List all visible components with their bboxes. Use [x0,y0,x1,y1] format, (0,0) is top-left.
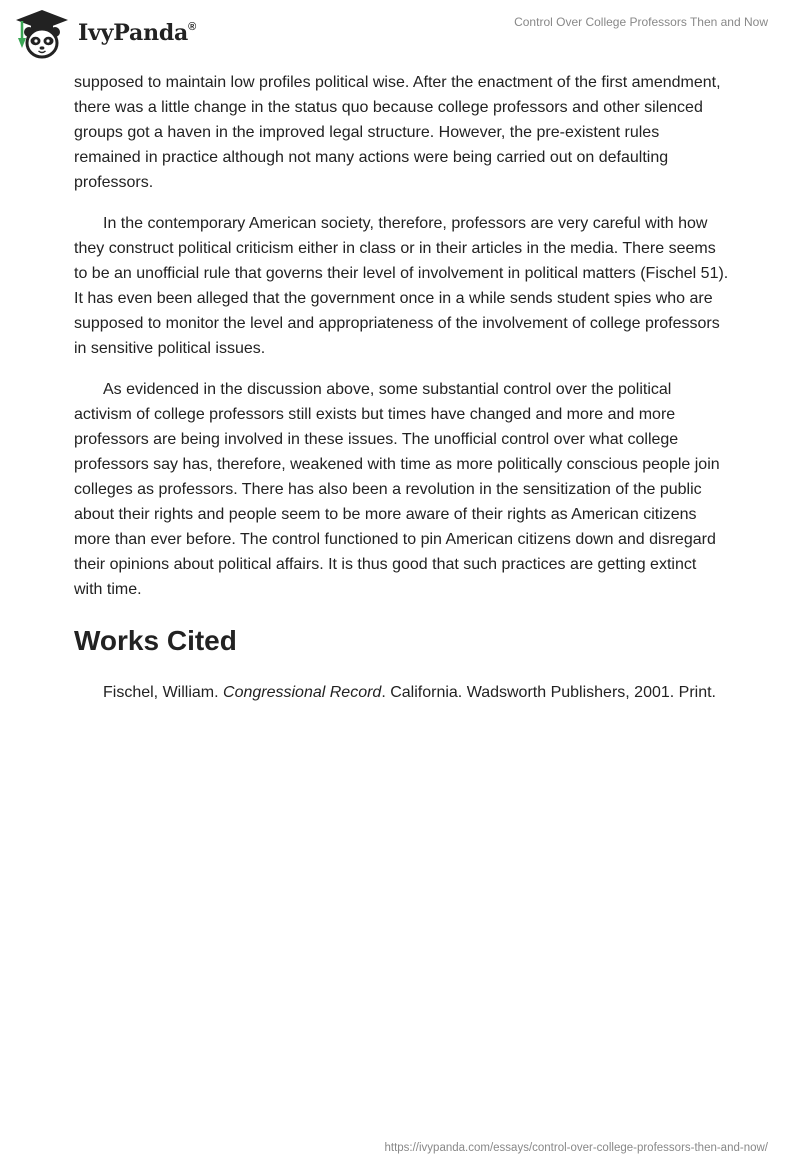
citation-title: Congressional Record [223,684,382,701]
body-paragraph-2: In the contemporary American society, therefore, professors are very careful with how they construct political criticism either in class or in their articles in the media. There seems to be an unofficial rule that governs their level of involvement in political matters (Fischel 51). It has even been alleged that the government once in a while sends student spies who are supposed to monitor the level and appropriateness of the involvement of college professors in sensitive political issues. [74,215,729,357]
source-url[interactable]: https://ivypanda.com/essays/control-over-college-professors-then-and-now/ [384,1142,768,1154]
running-title: Control Over College Professors Then and Now [514,15,768,29]
brand-logo-text[interactable]: IvyPanda® [78,20,197,46]
panda-graduate-icon[interactable] [14,8,70,60]
registered-mark: ® [188,20,197,33]
citation-rest: . California. Wadsworth Publishers, 2001. Print. [381,684,716,701]
citation-entry [74,680,729,705]
works-cited-heading: Works Cited [74,625,237,656]
page-header [0,0,800,60]
essay-content [74,70,729,705]
body-paragraph-3: As evidenced in the discussion above, some substantial control over the political activism of college professors still exists but times have changed and more and more professors are being involved in these issues. The unofficial control over what college professors say has, therefore, weakened with time as more politically conscious people join colleges as professors. There has also been a revolution in the sensitization of the public about their rights and people seem to be more aware of their rights as American citizens more than ever before. The control functioned to pin American citizens down and disregard their opinions about political affairs. It is thus good that such practices are getting extinct with time. [74,381,720,598]
body-paragraph-1: supposed to maintain low profiles political wise. After the enactment of the first amendment, there was a little change in the status quo because college professors and other silenced groups got a haven in the improved legal structure. However, the pre-existent rules remained in practice although not many actions were being carried out on defaulting professors. [74,74,721,191]
citation-author: Fischel, William. [103,684,224,701]
